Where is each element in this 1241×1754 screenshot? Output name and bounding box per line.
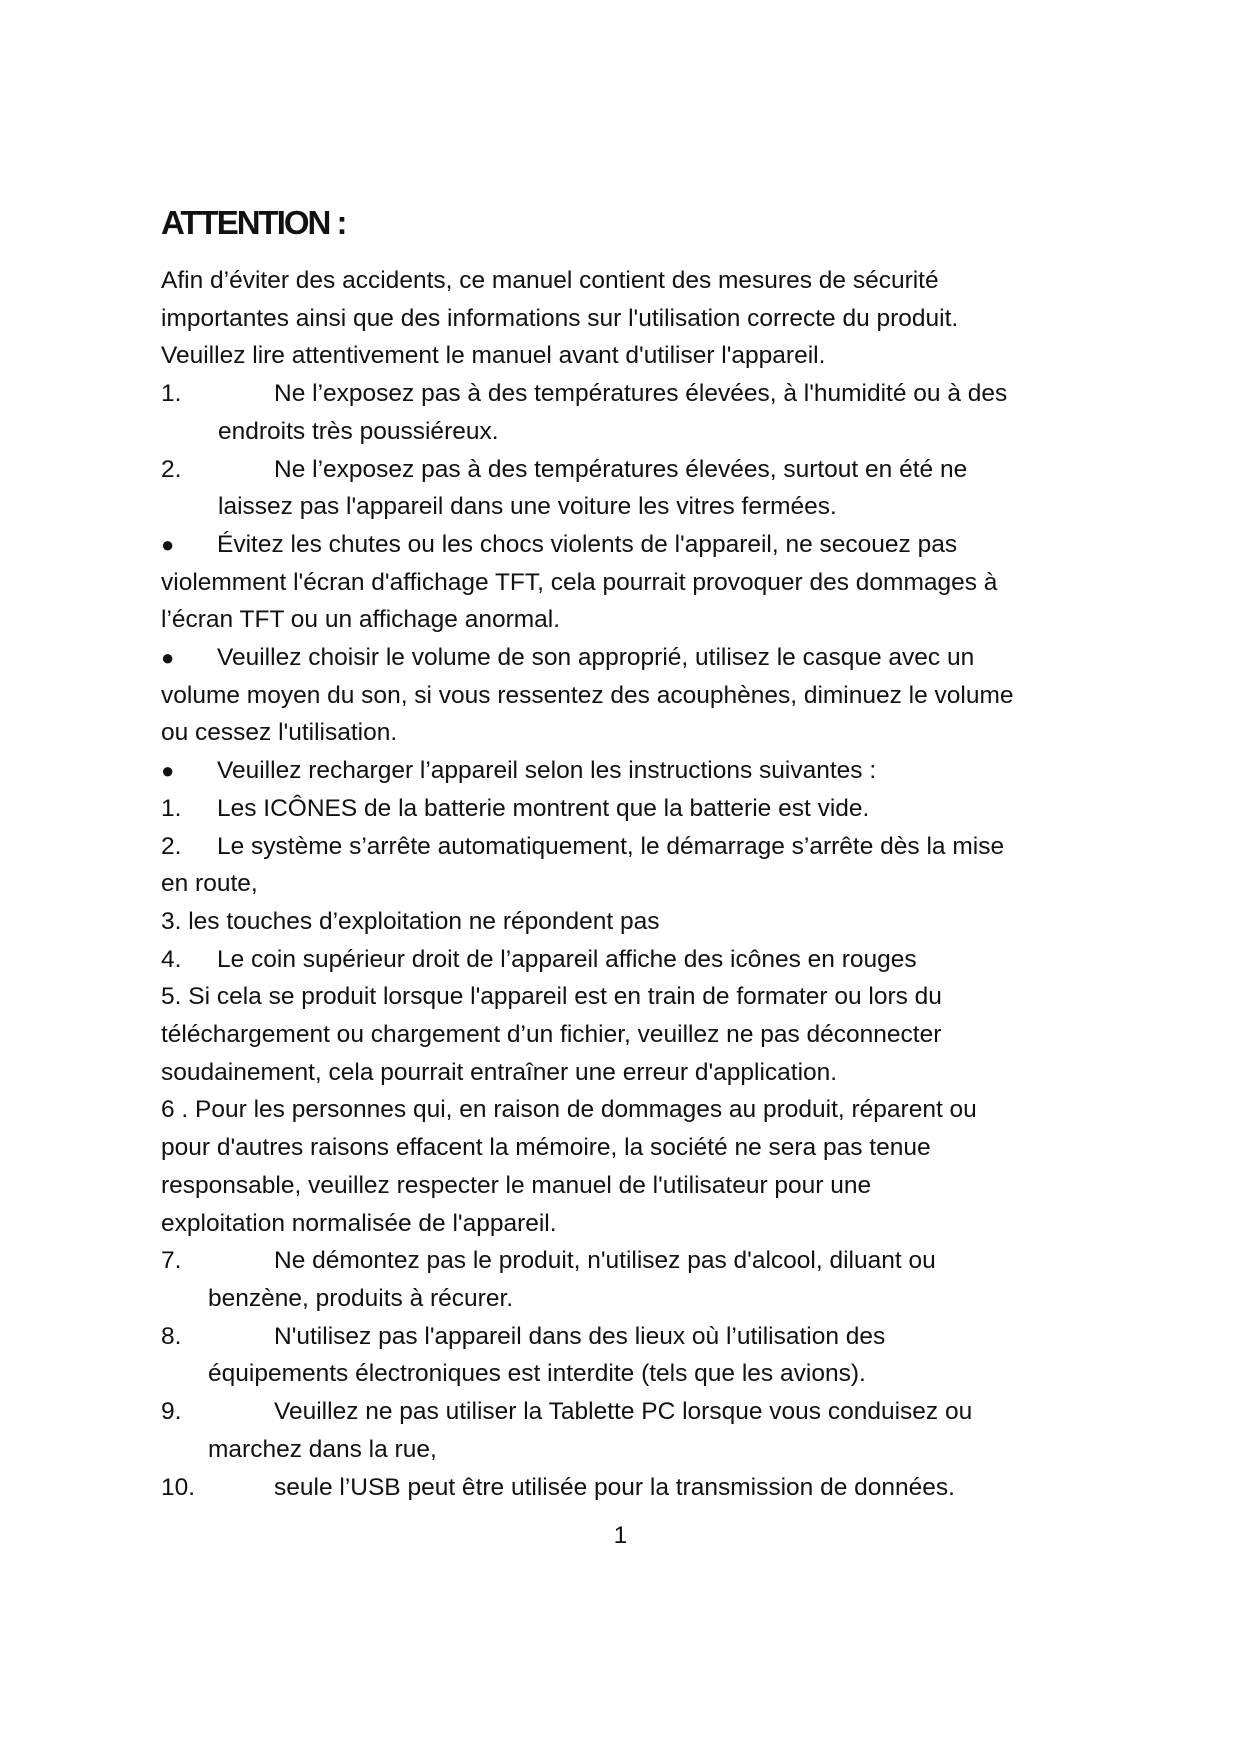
item-text: Le coin supérieur droit de l’appareil affiche des icônes en rouges xyxy=(217,945,917,973)
item-text: Les ICÔNES de la batterie montrent que la batterie est vide. xyxy=(217,794,870,822)
bullet-item-3 xyxy=(161,752,1091,790)
sub-item-5: 5. Si cela se produit lorsque l'appareil est en train de formater ou lors du xyxy=(161,983,942,1011)
bullet-icon: ● xyxy=(161,758,175,784)
list-item-8 xyxy=(161,1318,1091,1356)
item-text: Veuillez ne pas utiliser la Tablette PC lorsque vous conduisez ou xyxy=(274,1398,973,1426)
item-continuation: en route, xyxy=(161,870,258,898)
bullet-icon: ● xyxy=(161,531,175,557)
item-text: Le système s’arrête automatiquement, le démarrage s’arrête dès la mise xyxy=(217,832,1005,860)
page-number: 1 xyxy=(613,1522,628,1549)
bullet-item-2 xyxy=(161,639,1091,677)
item-continuation: équipements électroniques est interdite (tels que les avions). xyxy=(208,1360,866,1388)
item-continuation: ou cessez l'utilisation. xyxy=(161,719,398,747)
item-text: Ne l’exposez pas à des températures élevées, surtout en été ne xyxy=(274,455,968,483)
sub-item-6: 6 . Pour les personnes qui, en raison de dommages au produit, réparent ou xyxy=(161,1096,977,1124)
item-continuation: endroits très poussiéreux. xyxy=(218,417,499,445)
sub-item-1 xyxy=(161,790,1091,828)
list-item-9 xyxy=(161,1393,1091,1431)
list-item-2 xyxy=(161,451,1091,489)
item-text: Veuillez recharger l’appareil selon les instructions suivantes : xyxy=(217,757,877,785)
item-text: Ne l’exposez pas à des températures élevées, à l'humidité ou à des xyxy=(274,380,1008,408)
intro-line: Afin d’éviter des accidents, ce manuel contient des mesures de sécurité xyxy=(161,267,939,294)
intro-line: importantes ainsi que des informations sur l'utilisation correcte du produit. xyxy=(161,304,959,332)
item-continuation: volume moyen du son, si vous ressentez des acouphènes, diminuez le volume xyxy=(161,681,1014,709)
item-number: 2. xyxy=(161,832,182,860)
item-continuation: marchez dans la rue, xyxy=(208,1435,437,1463)
sub-item-2 xyxy=(161,828,1091,866)
intro-line: Veuillez lire attentivement le manuel avant d'utiliser l'appareil. xyxy=(161,342,826,370)
list-item-1 xyxy=(161,375,1091,413)
item-continuation: benzène, produits à récurer. xyxy=(208,1284,514,1312)
item-number: 1. xyxy=(161,380,182,408)
item-continuation: exploitation normalisée de l'appareil. xyxy=(161,1209,557,1237)
item-text: Évitez les chutes ou les chocs violents de l'appareil, ne secouez pas xyxy=(217,530,958,558)
item-number: 7. xyxy=(161,1247,182,1275)
item-number: 8. xyxy=(161,1322,182,1350)
page-title: ATTENTION : xyxy=(161,204,346,241)
item-text: Ne démontez pas le produit, n'utilisez pas d'alcool, diluant ou xyxy=(274,1247,936,1275)
item-text: Veuillez choisir le volume de son approprié, utilisez le casque avec un xyxy=(217,644,975,672)
item-continuation: l’écran TFT ou un affichage anormal. xyxy=(161,606,561,634)
item-number: 4. xyxy=(161,945,182,973)
list-item-10 xyxy=(161,1469,1091,1507)
item-continuation: violemment l'écran d'affichage TFT, cela pourrait provoquer des dommages à xyxy=(161,568,998,596)
item-number: 2. xyxy=(161,455,182,483)
item-number: 10. xyxy=(161,1473,196,1501)
bullet-item-1 xyxy=(161,526,1091,564)
item-text: N'utilisez pas l'appareil dans des lieux où l’utilisation des xyxy=(274,1322,886,1350)
item-continuation: téléchargement ou chargement d’un fichier, veuillez ne pas déconnecter xyxy=(161,1021,942,1049)
item-continuation: laissez pas l'appareil dans une voiture les vitres fermées. xyxy=(218,493,837,521)
bullet-icon: ● xyxy=(161,645,175,671)
item-text: seule l’USB peut être utilisée pour la transmission de données. xyxy=(274,1473,955,1501)
item-continuation: pour d'autres raisons effacent la mémoire, la société ne sera pas tenue xyxy=(161,1134,931,1162)
item-number: 9. xyxy=(161,1398,182,1426)
item-continuation: responsable, veuillez respecter le manuel de l'utilisateur pour une xyxy=(161,1171,872,1199)
sub-item-4 xyxy=(161,941,1091,979)
item-continuation: soudainement, cela pourrait entraîner une erreur d'application. xyxy=(161,1058,838,1086)
document-body xyxy=(161,262,1091,1506)
item-number: 1. xyxy=(161,794,182,822)
sub-item-3: 3. les touches d’exploitation ne répondent pas xyxy=(161,907,660,935)
list-item-7 xyxy=(161,1242,1091,1280)
